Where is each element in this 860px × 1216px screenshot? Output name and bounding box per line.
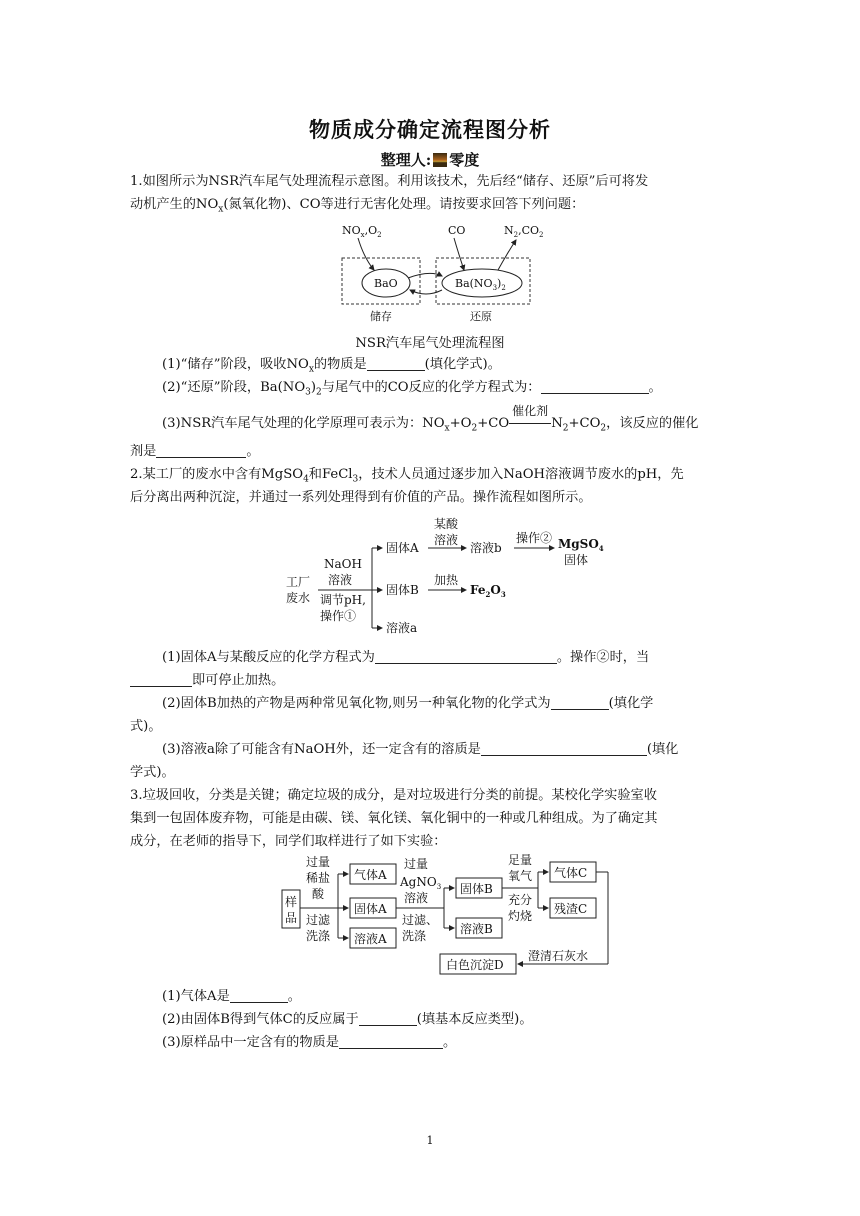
storage-label: 储存 [370,310,392,323]
q3-part3: (3)原样品中一定含有的物质是 。 [162,1035,457,1050]
oxygen-label: 足量氧气 [508,853,533,883]
acid-label: 某酸溶液 [434,517,459,547]
nsr-input-co: CO [448,224,466,237]
q2-part2-cont: 式)。 [130,719,162,734]
nsr-flow-diagram [330,218,550,328]
author-name: 零度 [449,151,480,169]
waste-label: 工厂废水 [286,575,311,605]
svg-text:溶液B: 溶液B [460,922,493,936]
answer-blank[interactable] [339,1034,443,1049]
filter2-label: 过滤、洗涤 [402,913,439,943]
q2-stem-line2: 后分离出两种沉淀，并通过一系列处理得到有价值的产品。操作流程如图所示。 [130,490,592,505]
solution-b-label: 溶液b [470,541,502,555]
svg-text:气体C: 气体C [554,866,588,880]
burn-label: 充分灼烧 [508,893,533,923]
svg-text:固体B: 固体B [460,882,493,896]
q1-stem-line2: 动机产生的$NO_x$(氮氧化物)、CO等进行无害化处理。请按要求回答下列问题： [130,197,585,215]
svg-text:气体A: 气体A [354,868,387,882]
ba-nitrate-label: $Ba(NO_3)_2$ [455,277,506,292]
q1-part3-cont: 剂是 。 [130,444,260,459]
answer-blank[interactable] [481,741,647,756]
answer-blank[interactable] [130,672,192,687]
reagent2-label: 过量 AgNO$_3$ 溶液 [400,857,442,905]
wastewater-flow-diagram [282,512,642,642]
q2-part3: (3)溶液a除了可能含有NaOH外，还一定含有的溶质是 (填化 [162,742,679,757]
solid-a-label: 固体A [386,541,419,555]
filter1-label: 过滤洗涤 [306,913,331,943]
q1-caption: NSR汽车尾气处理流程图 [355,336,505,351]
fe2o3-label: $Fe_2O_3$ [470,583,506,599]
author-label: 整理人: [380,151,432,169]
nsr-input-nox: $NO_x,O_2$ [342,224,382,239]
reagent1-label: 过量稀盐酸 [306,855,331,901]
q2-part1-cont: 即可停止加热。 [130,671,740,691]
sunset-icon [433,153,447,167]
q3-stem-line1: 3.垃圾回收，分类是关键；确定垃圾的成分，是对垃圾进行分类的前提。某校化学实验室收 [130,788,657,803]
q1-part3: (3)NSR汽车尾气处理的化学原理可表示为：$NO_x+O_2+CO$ 催化剂 $N_2+CO_2$，该反应的催化 [162,414,740,439]
answer-blank[interactable] [359,1011,417,1026]
svg-text:BaO: BaO [374,277,398,290]
answer-blank[interactable] [375,649,557,664]
catalyst-label: 催化剂 [512,404,549,418]
svg-text:固体A: 固体A [354,902,387,916]
op2-label: 操作② [516,531,553,545]
limewater-label: 澄清石灰水 [528,949,589,963]
answer-blank[interactable] [230,988,288,1003]
author-line [0,149,860,170]
q1-stem-line1: 1.如图所示为NSR汽车尾气处理流程示意图。利用该技术，先后经“储存、还原”后可将发 [130,174,649,189]
q2-stem-line1: 2.某工厂的废水中含有MgSO$_4$和FeCl$_3$，技术人员通过逐步加入NaOH溶液调节废水的pH，先 [130,467,684,485]
q1-part1: (1)“储存”阶段，吸收$NO_x$的物质是 (填化学式)。 [162,357,501,375]
answer-blank[interactable] [541,379,649,394]
svg-text:溶液A: 溶液A [354,932,387,946]
heat-label: 加热 [434,573,459,587]
q2-part2: (2)固体B加热的产物是两种常见氧化物,则另一种氧化物的化学式为 (填化学 [162,696,654,711]
mgso4-label: MgSO$_4$ [558,537,604,553]
q1-part2: (2)“还原”阶段，$Ba(NO_3)_2$与尾气中的CO反应的化学方程式为： 。 [162,380,662,398]
answer-blank[interactable] [551,695,609,710]
solution-a-label: 溶液a [386,621,418,635]
waste-analysis-flow-diagram [278,852,618,982]
q3-part1: (1)气体A是 。 [162,989,301,1004]
reduction-label: 还原 [470,310,492,323]
q2-part1: (1)固体A与某酸反应的化学方程式为 。操作②时，当 [162,650,650,665]
page-title: 物质成分确定流程图分析 [309,118,551,142]
svg-text:残渣C: 残渣C [554,902,588,916]
sample-label: 样品 [285,895,298,925]
answer-blank[interactable] [156,443,246,458]
nsr-output: $N_2,CO_2$ [504,224,544,239]
svg-text:白色沉淀D: 白色沉淀D [446,958,504,972]
q3-part2: (2)由固体B得到气体C的反应属于 (填基本反应类型)。 [162,1012,533,1027]
q3-stem-line3: 成分，在老师的指导下，同学们取样进行了如下实验： [130,834,447,849]
solid-b-label: 固体B [386,583,419,597]
naoh-label: NaOH 溶液调节pH,操作① [320,557,366,623]
q3-stem-line2: 集到一包固体废弃物，可能是由碳、镁、氧化镁、氧化铜中的一种或几种组成。为了确定其 [130,811,658,826]
page-number: 1 [426,1134,434,1147]
answer-blank[interactable] [367,356,425,371]
mgso4-state-label: 固体 [564,553,589,567]
q2-part3-cont: 学式)。 [130,765,175,780]
